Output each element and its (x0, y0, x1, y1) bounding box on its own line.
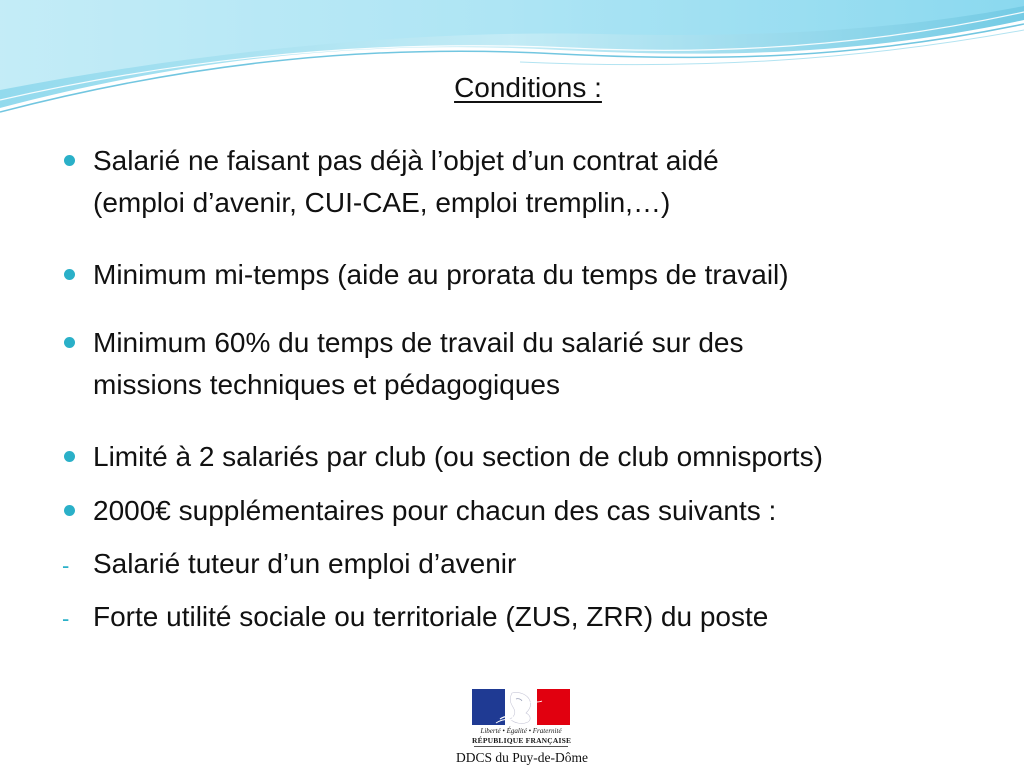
bullet-icon (64, 254, 84, 296)
list-item-text: Salarié tuteur d’un emploi d’avenir (93, 548, 517, 579)
list-item-text: Minimum 60% du temps de travail du salarié sur des (93, 327, 744, 358)
logo-divider (474, 746, 568, 747)
marianne-logo-icon (472, 689, 570, 725)
list-item (93, 436, 998, 478)
list-item-text: 2000€ supplémentaires pour chacun des cas suivants : (93, 495, 777, 526)
list-item-text: (emploi d’avenir, CUI-CAE, emploi tremplin,…) (93, 187, 671, 218)
bullet-icon (64, 436, 84, 478)
list-item-text: missions techniques et pédagogiques (93, 369, 560, 400)
list-item (93, 254, 998, 296)
list-item (62, 543, 998, 585)
dash-icon: - (62, 606, 70, 631)
bullet-icon (64, 490, 84, 532)
slide-title: Conditions : (454, 72, 602, 103)
logo-motto: Liberté • Égalité • Fraternité (480, 727, 562, 735)
organization-name: DDCS du Puy-de-Dôme (456, 750, 588, 765)
logo-republic-name: RÉPUBLIQUE FRANÇAISE (472, 736, 572, 745)
bullet-icon (64, 140, 84, 182)
dash-icon: - (62, 553, 70, 578)
list-item (93, 140, 998, 224)
bullet-icon (64, 322, 84, 364)
republique-francaise-logo (472, 689, 570, 749)
list-item (93, 322, 998, 406)
list-item-text: Minimum mi-temps (aide au prorata du temps de travail) (93, 259, 789, 290)
list-item-text: Limité à 2 salariés par club (ou section de club omnisports) (93, 441, 823, 472)
list-item-text: Forte utilité sociale ou territoriale (ZUS, ZRR) du poste (93, 601, 769, 632)
list-item (62, 596, 998, 638)
list-item (93, 490, 998, 532)
list-item-text: Salarié ne faisant pas déjà l’objet d’un contrat aidé (93, 145, 719, 176)
